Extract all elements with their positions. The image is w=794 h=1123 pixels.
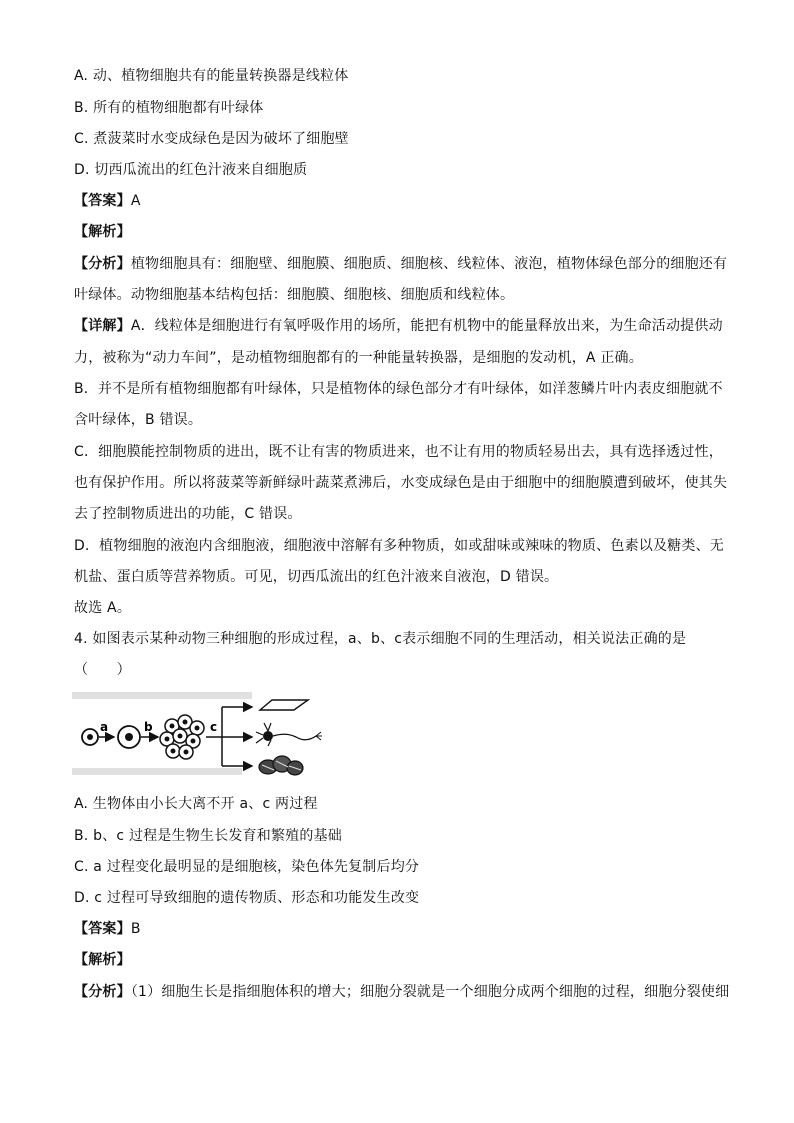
answer-tag: 【答案】 bbox=[74, 193, 131, 209]
label-c: c bbox=[210, 720, 218, 734]
neuron-cell bbox=[256, 723, 322, 746]
answer-tag-q4: 【答案】 bbox=[74, 921, 131, 937]
detail-line-2: 力，被称为“动力车间”，是动植物细胞都有的一种能量转换器，是细胞的发动机，A 正确。 bbox=[74, 350, 643, 366]
label-a: a bbox=[100, 720, 109, 734]
detail-line-8: D．植物细胞的液泡内含细胞液，细胞液中溶解有多种物质，如或甜味或辣味的物质、色素以及糖类、无 bbox=[74, 538, 724, 554]
detail-line-9: 机盐、蛋白质等营养物质。可见，切西瓜流出的红色汁液来自液泡，D 错误。 bbox=[74, 569, 559, 585]
answer-line-q3 bbox=[74, 193, 141, 209]
option-a-q4: A. 生物体由小长大离不开 a、c 两过程 bbox=[74, 796, 318, 812]
cell-formation-figure bbox=[72, 688, 324, 780]
detail-line-3: B．并不是所有植物细胞都有叶绿体，只是植物体的绿色部分才有叶绿体，如洋葱鳞片叶内表皮细胞就不 bbox=[74, 381, 723, 397]
single-cell-small bbox=[82, 729, 98, 745]
answer-value-q4: B bbox=[130, 921, 141, 937]
option-a-q3: A. 动、植物细胞共有的能量转换器是线粒体 bbox=[74, 68, 349, 84]
option-d-q3: D. 切西瓜流出的红色汁液来自细胞质 bbox=[74, 162, 308, 178]
analysis-tag-q4: 【分析】 bbox=[74, 984, 131, 1000]
option-c-q4: C. a 过程变化最明显的是细胞核，染色体先复制后均分 bbox=[74, 859, 420, 875]
analysis-line-2: 叶绿体。动物细胞基本结构包括：细胞膜、细胞核、细胞质和线粒体。 bbox=[74, 287, 515, 303]
option-b-q3: B. 所有的植物细胞都有叶绿体 bbox=[74, 100, 264, 116]
epithelial-cell bbox=[260, 700, 308, 710]
question-4-stem: 4. 如图表示某种动物三种细胞的形成过程，a、b、c表示细胞不同的生理活动，相关说法正确的是 bbox=[74, 631, 687, 647]
conclusion-line: 故选 A。 bbox=[74, 600, 132, 616]
analysis-text-q4: （1）细胞生长是指细胞体积的增大；细胞分裂就是一个细胞分成两个细胞的过程，细胞分裂使细 bbox=[130, 984, 730, 1000]
explanation-tag: 【解析】 bbox=[74, 224, 131, 240]
label-b: b bbox=[144, 720, 153, 734]
question-4-blank: （ ） bbox=[74, 662, 131, 678]
option-b-q4: B. b、c 过程是生物生长发育和繁殖的基础 bbox=[74, 828, 342, 844]
explanation-tag-q4: 【解析】 bbox=[74, 952, 131, 968]
single-cell-large bbox=[118, 726, 140, 748]
option-c-q3: C. 煮菠菜时水变成绿色是因为破坏了细胞壁 bbox=[74, 131, 349, 147]
analysis-line-1 bbox=[74, 256, 727, 272]
answer-value: A bbox=[130, 193, 141, 209]
muscle-cells bbox=[259, 756, 303, 775]
detail-line-7: 去了控制物质进出的功能，C 错误。 bbox=[74, 506, 302, 522]
cell-cluster bbox=[160, 715, 204, 759]
answer-line-q4 bbox=[74, 921, 141, 937]
detail-text: A．线粒体是细胞进行有氧呼吸作用的场所，能把有机物中的能量释放出来，为生命活动提供动 bbox=[130, 318, 723, 334]
option-d-q4: D. c 过程可导致细胞的遗传物质、形态和功能发生改变 bbox=[74, 890, 420, 906]
detail-tag: 【详解】 bbox=[74, 318, 131, 334]
analysis-line-q4 bbox=[74, 984, 729, 1000]
detail-line-6: 也有保护作用。所以将菠菜等新鲜绿叶蔬菜煮沸后，水变成绿色是由于细胞中的细胞膜遭到破坏，使其失 bbox=[74, 475, 728, 491]
detail-line-1 bbox=[74, 318, 723, 334]
detail-line-5: C．细胞膜能控制物质的进出，既不让有害的物质进来，也不让有用的物质轻易出去，具有选择透过性， bbox=[74, 444, 723, 460]
detail-line-4: 含叶绿体，B 错误。 bbox=[74, 412, 203, 428]
analysis-tag: 【分析】 bbox=[74, 256, 131, 272]
analysis-text: 植物细胞具有：细胞壁、细胞膜、细胞质、细胞核、线粒体、液泡，植物体绿色部分的细胞还有 bbox=[130, 256, 728, 272]
